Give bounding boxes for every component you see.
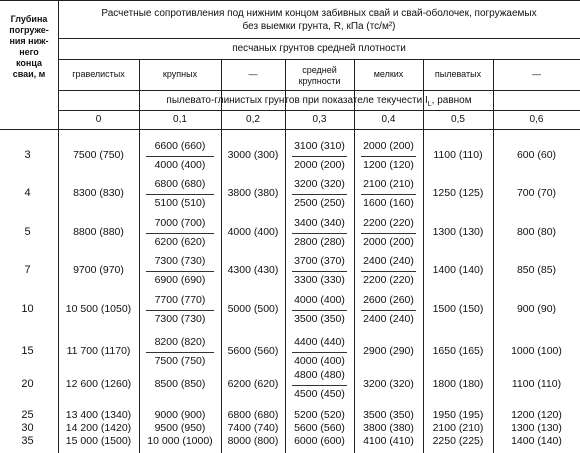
fraction-line bbox=[292, 156, 347, 157]
depth-hdr-line: погруже- bbox=[9, 25, 49, 35]
cell-value: 2100 (210) bbox=[432, 422, 484, 434]
depth-hdr-line: конца bbox=[16, 58, 42, 68]
cell-value-numerator: 4400 (440) bbox=[294, 336, 345, 348]
depth-value: 35 bbox=[21, 435, 34, 447]
cell-value-denominator: 4000 (400) bbox=[154, 159, 206, 171]
il-value: 0,5 bbox=[451, 114, 465, 125]
cell-value: 10 000 (1000) bbox=[147, 435, 213, 447]
cell-value: 1200 (120) bbox=[511, 409, 562, 421]
cell-value: 1250 (125) bbox=[432, 187, 484, 199]
cell-value: 1650 (165) bbox=[432, 345, 484, 357]
cell-value: 3000 (300) bbox=[227, 149, 279, 161]
cell-value-denominator: 2500 (250) bbox=[294, 197, 345, 209]
cell-value: 3800 (380) bbox=[227, 187, 279, 199]
il-value: 0,1 bbox=[173, 114, 187, 125]
il-value: 0,4 bbox=[381, 114, 396, 125]
clays-label: пылевато-глинистых грунтов при показателе текучести I bbox=[166, 95, 428, 106]
cell-value: 9700 (970) bbox=[73, 264, 124, 276]
depth-value: 30 bbox=[21, 422, 34, 434]
cell-value: 3200 (320) bbox=[363, 378, 414, 390]
cell-value-denominator: 4000 (400) bbox=[294, 355, 345, 367]
fraction-line bbox=[292, 271, 347, 272]
cell-value: 8800 (880) bbox=[73, 226, 124, 238]
cell-value-denominator: 2800 (280) bbox=[294, 236, 345, 248]
cell-value-numerator: 2600 (260) bbox=[363, 294, 414, 306]
cell-value-numerator: 8200 (820) bbox=[154, 336, 206, 348]
depth-hdr-line: Глубина bbox=[10, 14, 48, 24]
cell-value: 11 700 (1170) bbox=[66, 345, 131, 357]
fraction-line bbox=[292, 233, 347, 234]
cell-value: 9500 (950) bbox=[154, 422, 206, 434]
depth-hdr-line: ния ниж- bbox=[9, 36, 49, 46]
fraction-line bbox=[292, 194, 347, 195]
cell-value-denominator: 2400 (240) bbox=[363, 313, 414, 325]
cell-value-numerator: 2000 (200) bbox=[363, 140, 414, 152]
cell-value: 1100 (110) bbox=[433, 149, 483, 161]
fraction-line bbox=[146, 156, 214, 157]
cell-value-numerator: 3700 (370) bbox=[294, 255, 345, 267]
cell-value-denominator: 3500 (350) bbox=[294, 313, 345, 325]
cell-value: 3800 (380) bbox=[363, 422, 414, 434]
cell-value: 1950 (195) bbox=[432, 409, 484, 421]
cell-value: 14 200 (1420) bbox=[65, 422, 132, 434]
cell-value: 8300 (830) bbox=[73, 187, 124, 199]
il-value: 0,6 bbox=[529, 114, 544, 125]
cell-value-numerator: 7000 (700) bbox=[154, 217, 206, 229]
il-value: 0 bbox=[95, 114, 102, 125]
sand-type: пылеватых bbox=[434, 69, 482, 79]
cell-value: 1100 (110) bbox=[511, 378, 562, 390]
depth-hdr-line: сваи, м bbox=[12, 69, 46, 79]
cell-value: 6800 (680) bbox=[227, 409, 279, 421]
cell-value: 8000 (800) bbox=[227, 435, 279, 447]
cell-value: 2900 (290) bbox=[363, 345, 414, 357]
cell-value-denominator: 2000 (200) bbox=[363, 236, 414, 248]
clays-tail: , равном bbox=[431, 95, 472, 106]
cell-value-denominator: 2000 (200) bbox=[294, 159, 345, 171]
cell-value: 9000 (900) bbox=[154, 409, 206, 421]
cell-value-denominator: 3300 (330) bbox=[294, 274, 345, 286]
cell-value: 2250 (225) bbox=[432, 435, 484, 447]
clays-sub: L bbox=[427, 101, 432, 108]
cell-value: 1400 (140) bbox=[432, 264, 484, 276]
cell-value: 5600 (560) bbox=[227, 345, 279, 357]
cell-value-numerator: 2200 (220) bbox=[363, 217, 414, 229]
cell-value-denominator: 2200 (220) bbox=[363, 274, 414, 286]
cell-value: 6200 (620) bbox=[227, 378, 279, 390]
cell-value-numerator: 7700 (770) bbox=[154, 294, 206, 306]
cell-value-denominator: 7300 (730) bbox=[154, 313, 206, 325]
depth-value: 10 bbox=[21, 303, 34, 315]
cell-value: 8500 (850) bbox=[154, 378, 206, 390]
cell-value-numerator: 3200 (320) bbox=[294, 178, 345, 190]
table-title-line1: Расчетные сопротивления под нижним концом забивных свай и свай-оболочек, погружаемых bbox=[101, 8, 537, 19]
cell-value: 4000 (400) bbox=[227, 226, 279, 238]
cell-value: 7500 (750) bbox=[73, 149, 124, 161]
cell-value-denominator: 6900 (690) bbox=[154, 274, 206, 286]
depth-value: 4 bbox=[24, 187, 31, 199]
sand-type: мелких bbox=[373, 69, 404, 79]
cell-value: 1000 (100) bbox=[511, 345, 562, 357]
fraction-line bbox=[146, 194, 214, 195]
cell-value-denominator: 7500 (750) bbox=[154, 355, 206, 367]
sand-type: средней bbox=[302, 65, 337, 75]
sand-type: гравелистых bbox=[72, 69, 125, 79]
cell-value: 5000 (500) bbox=[227, 303, 279, 315]
depth-column-header bbox=[0, 14, 58, 80]
cell-value: 1300 (130) bbox=[432, 226, 484, 238]
cell-value-numerator: 6600 (660) bbox=[154, 140, 206, 152]
cell-value: 800 (80) bbox=[516, 226, 557, 238]
cell-value-numerator: 4800 (480) bbox=[294, 369, 345, 381]
depth-value: 25 bbox=[21, 409, 34, 421]
depth-value: 5 bbox=[24, 226, 31, 238]
clays-header bbox=[58, 95, 580, 111]
fraction-line bbox=[361, 233, 416, 234]
il-value: 0,3 bbox=[312, 114, 327, 125]
depth-value: 3 bbox=[24, 149, 31, 161]
fraction-line bbox=[361, 310, 416, 311]
il-value: 0,2 bbox=[246, 114, 260, 125]
depth-hdr-line: него bbox=[19, 47, 39, 57]
sands-header: песчаных грунтов средней плотности bbox=[232, 43, 406, 54]
top-border bbox=[0, 0, 580, 1]
cell-value: 4300 (430) bbox=[227, 264, 279, 276]
cell-value: 10 500 (1050) bbox=[65, 303, 132, 315]
cell-value: 3500 (350) bbox=[363, 409, 414, 421]
cell-value: 12 600 (1260) bbox=[65, 378, 132, 390]
cell-value: 1300 (130) bbox=[511, 422, 562, 434]
cell-value-numerator: 7300 (730) bbox=[154, 255, 206, 267]
sand-type: крупных bbox=[162, 69, 198, 79]
cell-value: 15 000 (1500) bbox=[65, 435, 132, 447]
fraction-line bbox=[146, 310, 214, 311]
cell-value: 900 (90) bbox=[516, 303, 557, 315]
cell-value-numerator: 2400 (240) bbox=[363, 255, 414, 267]
cell-value: 5600 (560) bbox=[294, 422, 345, 434]
fraction-line bbox=[361, 271, 416, 272]
cell-value-denominator: 5100 (510) bbox=[154, 197, 206, 209]
cell-value-denominator: 1200 (120) bbox=[363, 159, 414, 171]
fraction-line bbox=[146, 352, 214, 353]
cell-value-numerator: 2100 (210) bbox=[363, 178, 414, 190]
cell-value: 13 400 (1340) bbox=[65, 409, 132, 421]
cell-value: 1800 (180) bbox=[432, 378, 484, 390]
cell-value-numerator: 4000 (400) bbox=[294, 294, 345, 306]
sand-type: — bbox=[248, 69, 258, 79]
fraction-line bbox=[146, 271, 214, 272]
cell-value-denominator: 4500 (450) bbox=[294, 388, 345, 400]
fraction-line bbox=[361, 194, 416, 195]
cell-value-numerator: 3400 (340) bbox=[294, 217, 345, 229]
depth-value: 15 bbox=[21, 345, 34, 357]
cell-value: 4100 (410) bbox=[363, 435, 414, 447]
fraction-line bbox=[361, 156, 416, 157]
sand-type: крупности bbox=[298, 76, 341, 86]
table-title-line2: без выемки грунта, R, кПа (тс/м²) bbox=[242, 21, 396, 32]
header-rule-1 bbox=[58, 38, 580, 39]
header-rule-2 bbox=[58, 59, 580, 60]
cell-value: 850 (85) bbox=[516, 264, 557, 276]
fraction-line bbox=[292, 310, 347, 311]
cell-value: 5200 (520) bbox=[294, 409, 345, 421]
cell-value-denominator: 1600 (160) bbox=[363, 197, 414, 209]
fraction-line bbox=[146, 233, 214, 234]
cell-value: 1500 (150) bbox=[432, 303, 484, 315]
fraction-line bbox=[292, 352, 347, 353]
cell-value: 7400 (740) bbox=[227, 422, 279, 434]
cell-value: 6000 (600) bbox=[294, 435, 345, 447]
cell-value-denominator: 6200 (620) bbox=[154, 236, 206, 248]
sand-type: — bbox=[532, 69, 541, 79]
fraction-line bbox=[292, 385, 347, 386]
depth-value: 7 bbox=[24, 264, 31, 276]
depth-value: 20 bbox=[21, 378, 34, 390]
cell-value: 1400 (140) bbox=[511, 435, 562, 447]
cell-value-numerator: 6800 (680) bbox=[154, 178, 206, 190]
header-rule-3 bbox=[58, 90, 580, 91]
cell-value: 600 (60) bbox=[516, 149, 557, 161]
cell-value-numerator: 3100 (310) bbox=[294, 140, 345, 152]
cell-value: 700 (70) bbox=[516, 187, 557, 199]
